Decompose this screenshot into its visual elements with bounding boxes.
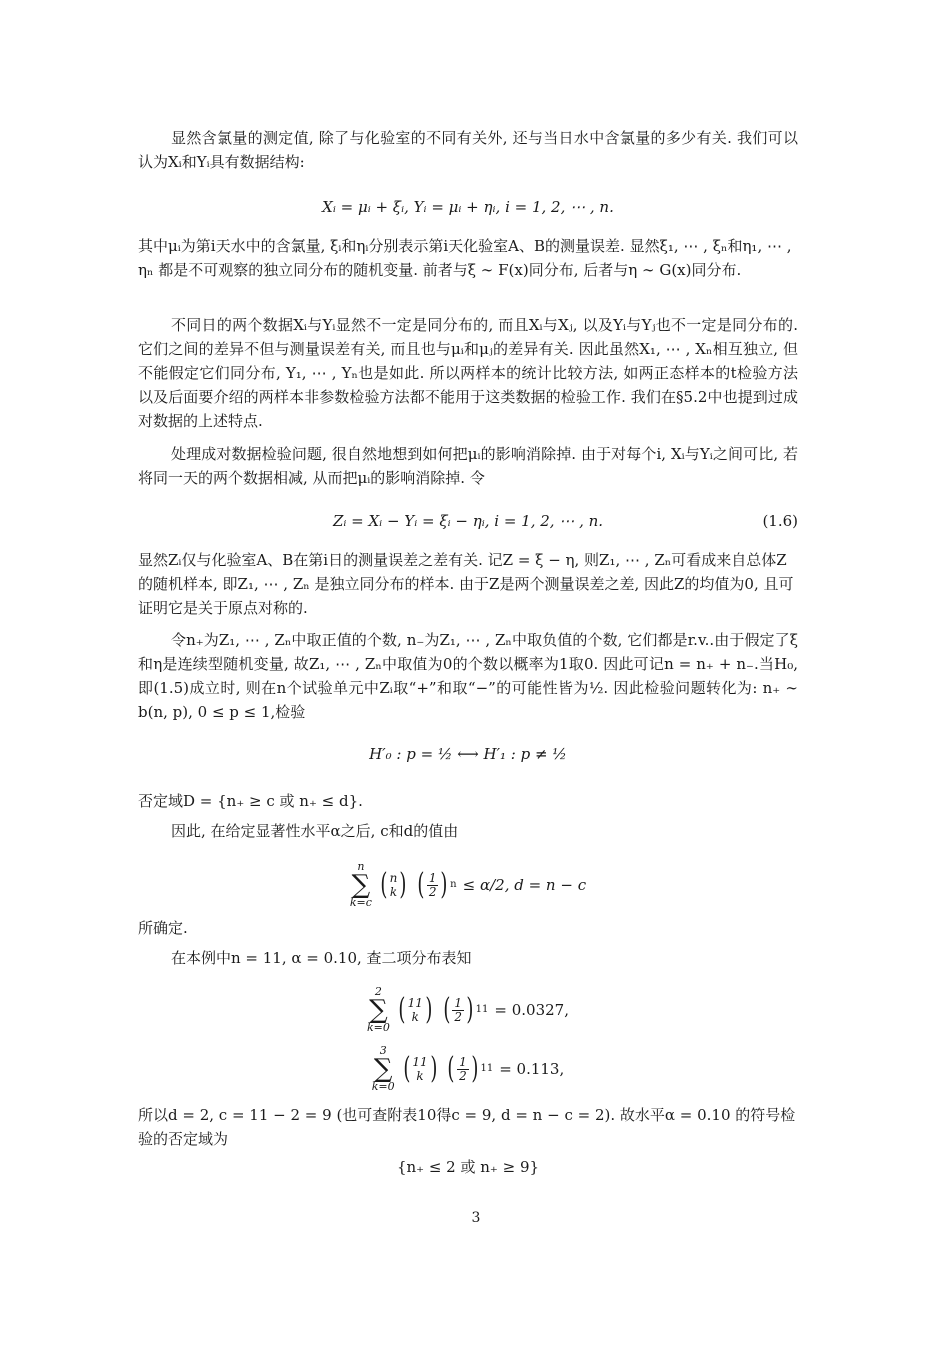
equation-text: Zᵢ = Xᵢ − Yᵢ = ξᵢ − ηᵢ, i = 1, 2, ⋯ , n. — [332, 512, 604, 530]
paragraph-text: 在本例中n = 11, α = 0.10, 查二项分布表知 — [171, 949, 472, 967]
paragraph-3 — [138, 313, 798, 433]
paragraph-text: 令n₊为Z₁, ⋯ , Zₙ中取正值的个数, n₋为Z₁, ⋯ , Zₙ中取负值的个数, 它们都是r.v..由于假定了ξ和η是连续型随机变量, 故Z₁, ⋯ , Zₙ中取值为0的个数以概率为1取0. 因此可记n = n₊ + n₋.当H₀,即(1.5)成立时, 则在n个试验单元中Zᵢ取“+”和取“−”的可能性皆为½. 因此检验问题转化为: n₊ ∼ b(n, p), 0 ≤ p ≤ 1,检验 — [138, 631, 798, 721]
paragraph-9 — [138, 916, 798, 940]
paragraph-10 — [138, 946, 798, 970]
equation-hypothesis: H′₀ : p = ½ ⟷ H′₁ : p ≠ ½ — [369, 745, 567, 763]
binomial-coefficient: ( 11 k ) — [403, 1051, 438, 1086]
equation-sum-k3 — [138, 1037, 798, 1093]
paragraph-text: 不同日的两个数据Xᵢ与Yᵢ显然不一定是同分布的, 而且Xᵢ与Xⱼ, 以及Yᵢ与Yⱼ也不一定是同分布的. 它们之间的差异不但与测量误差有关, 而且也与μᵢ和μⱼ的差异有关. 因此虽然X₁, ⋯ , Xₙ相互独立, 但不能假定它们同分布, Y₁, ⋯ , Yₙ也是如此. 所以两样本的统计比较方法, 如两正态样本的t检验方法以及后面要介绍的两样本非参数检验方法都不能用于这类数据的检验工作. 我们在§5.2中也提到过成对数据的上述特点. — [138, 316, 798, 430]
paragraph-text: 显然Zᵢ仅与化验室A、B在第i日的测量误差之差有关. 记Z = ξ − η, 则Z₁, ⋯ , Zₙ可看成来自总体Z的随机样本, 即Z₁, ⋯ , Zₙ 是独立同分布的样本. 由于Z是两个测量误差之差, 因此Z的均值为0, 且可证明它是关于原点对称的. — [138, 551, 794, 617]
sum-expression — [350, 861, 586, 909]
equation-data-structure: Xᵢ = μᵢ + ξᵢ, Yᵢ = μᵢ + ηᵢ, i = 1, 2, ⋯ , n. — [322, 198, 614, 216]
equation-sum-k2 — [138, 978, 798, 1034]
equation-sum-general — [138, 853, 798, 909]
paragraph-1 — [138, 126, 798, 174]
equation-difference — [138, 509, 798, 533]
sum-result: = 0.113, — [499, 1060, 565, 1078]
paragraph-11 — [138, 1103, 798, 1151]
sum-result: = 0.0327, — [494, 1001, 569, 1019]
half-power: ( $\frac{1}{2}$ ) 11 — [447, 1051, 494, 1086]
half-power: ( $\frac{1}{2}$ ) 11 — [442, 992, 489, 1027]
binomial-coefficient: ( 11 k ) — [398, 992, 433, 1027]
paragraph-2 — [138, 234, 798, 282]
paragraph-7 — [138, 789, 798, 813]
sigma-symbol: n ∑ k=c — [349, 860, 372, 909]
paragraph-text: 处理成对数据检验问题, 很自然地想到如何把μᵢ的影响消除掉. 由于对每个i, Xᵢ与Yᵢ之间可比, 若将同一天的两个数据相减, 从而把μᵢ的影响消除掉. 令 — [138, 445, 798, 487]
paragraph-4 — [138, 442, 798, 490]
paragraph-5 — [138, 548, 798, 620]
paragraph-text: 所以d = 2, c = 11 − 2 = 9 (也可查附表10得c = 9, d = n − c = 2). 故水平α = 0.10 的符号检验的否定域为 — [138, 1106, 796, 1148]
sigma-symbol: 3 ∑ k=0 — [371, 1044, 395, 1093]
sum-expression — [367, 986, 569, 1034]
sum-expression — [372, 1045, 564, 1093]
paragraph-text: 显然含氯量的测定值, 除了与化验室的不同有关外, 还与当日水中含氯量的多少有关. 我们可以认为Xᵢ和Yᵢ具有数据结构: — [138, 129, 798, 171]
half-power: ( $\frac{1}{2}$ ) n — [417, 867, 457, 902]
paragraph-8 — [138, 819, 798, 843]
paragraph-6 — [138, 628, 798, 724]
equation-tail: ≤ α/2, d = n − c — [462, 876, 587, 894]
binomial-coefficient: ( n k ) — [380, 867, 407, 902]
paragraph-text: 因此, 在给定显著性水平α之后, c和d的值由 — [171, 822, 459, 840]
equation-number: (1.6) — [762, 512, 798, 530]
equation-rejection-region: {n₊ ≤ 2 或 n₊ ≥ 9} — [396, 1158, 540, 1176]
sigma-symbol: 2 ∑ k=0 — [366, 985, 390, 1034]
paragraph-text: 其中μᵢ为第i天水中的含氯量, ξᵢ和ηᵢ分别表示第i天化验室A、B的测量误差. 显然ξ₁, ⋯ , ξₙ和η₁, ⋯ , ηₙ 都是不可观察的独立同分布的随机变量. 前者与ξ ∼ F(x)同分布, 后者与η ∼ G(x)同分布. — [138, 237, 792, 279]
paragraph-text: 所确定. — [138, 919, 188, 937]
page-number: 3 — [471, 1210, 481, 1226]
paragraph-text: 否定域D = {n₊ ≥ c 或 n₊ ≤ d}. — [138, 792, 363, 810]
